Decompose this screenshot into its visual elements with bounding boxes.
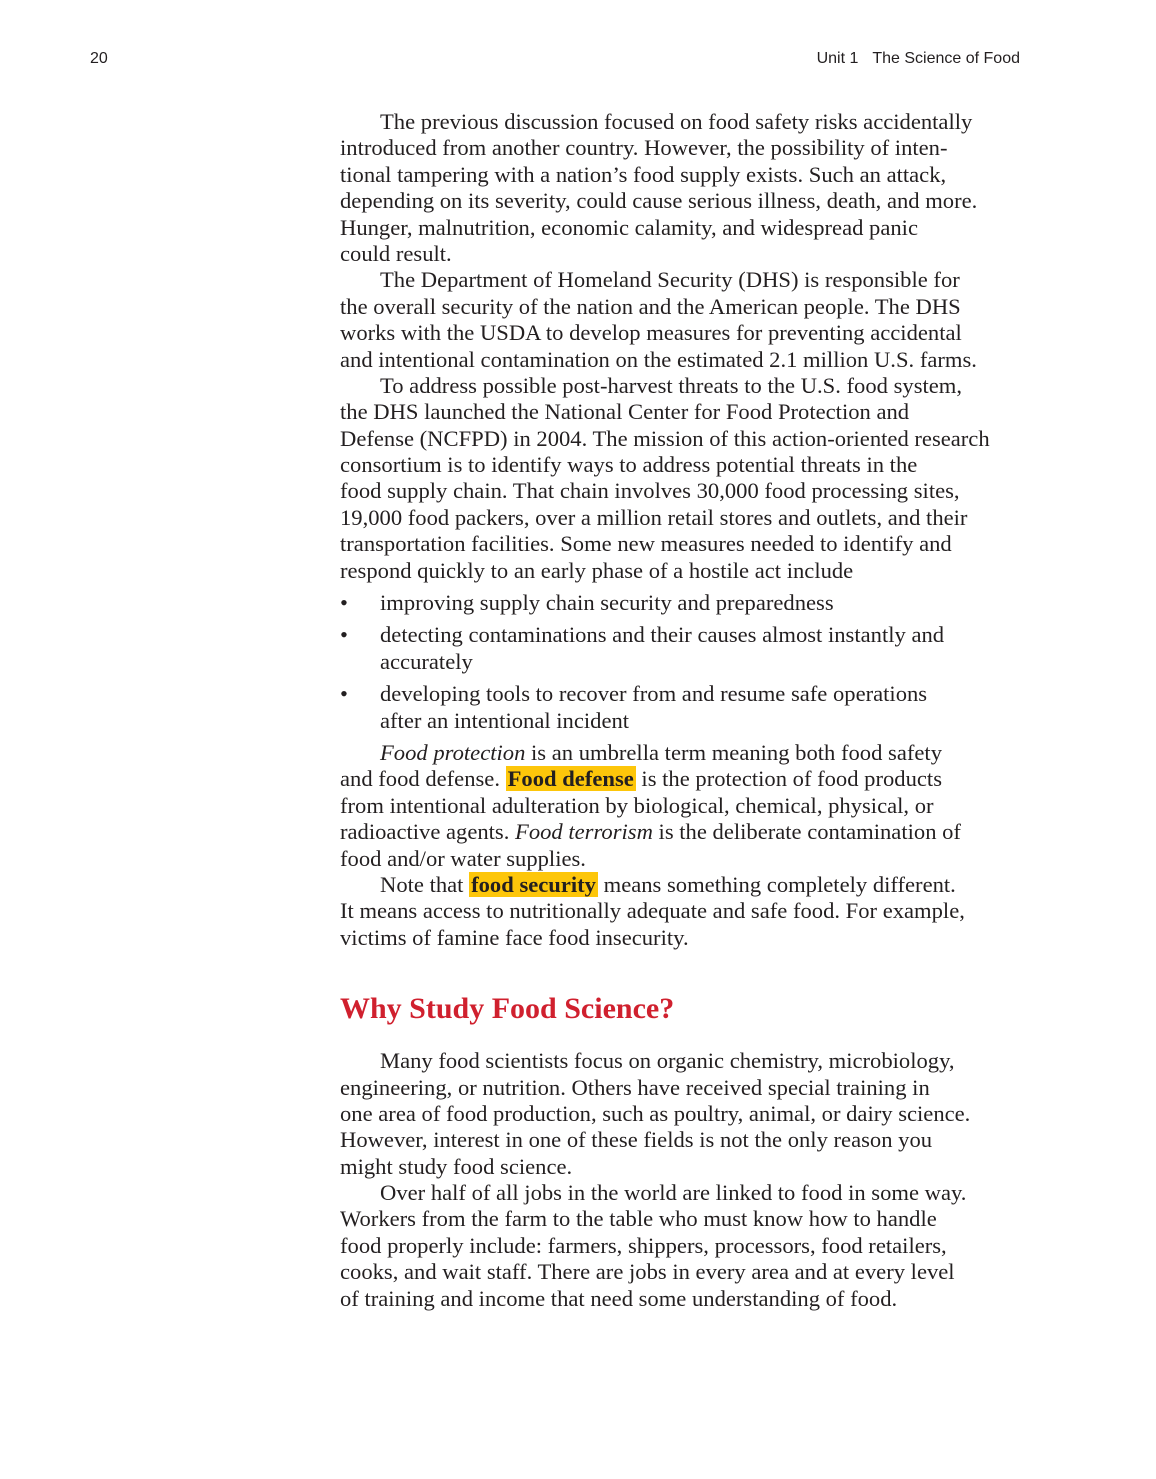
- text-line: [340, 109, 1040, 135]
- text-run: the DHS launched the National Center for Food Protection and: [340, 399, 910, 425]
- text-line: [340, 452, 1040, 478]
- text-run: respond quickly to an early phase of a hostile act include: [340, 557, 854, 583]
- text-run: the overall security of the nation and the American people. The DHS: [340, 293, 961, 319]
- bullet-list: [340, 590, 1040, 734]
- text-line: [340, 505, 1040, 531]
- text-line: [340, 373, 1040, 399]
- italic-term: Food terrorism: [515, 819, 653, 845]
- text-run: means something completely different.: [597, 871, 956, 897]
- text-line: [340, 872, 1040, 898]
- key-term-highlight: food security: [471, 871, 596, 897]
- text-line: [340, 531, 1040, 557]
- text-line: [340, 1127, 1040, 1153]
- text-run: Many food scientists focus on organic chemistry, microbiology,: [380, 1048, 955, 1074]
- text-run: food supply chain. That chain involves 30,000 food processing sites,: [340, 478, 960, 504]
- text-line: [340, 1206, 1040, 1232]
- text-run: transportation facilities. Some new measures needed to identify and: [340, 531, 952, 557]
- paragraphs-intro: [340, 109, 1040, 584]
- bullet-icon: [340, 622, 348, 648]
- paragraph: [340, 1180, 1040, 1312]
- text-run: The Department of Homeland Security (DHS) is responsible for: [380, 267, 960, 293]
- text-line: [340, 267, 1040, 293]
- paragraph: [340, 872, 1040, 951]
- text-run: cooks, and wait staff. There are jobs in every area and at every level: [340, 1259, 955, 1285]
- text-run: could result.: [340, 240, 452, 266]
- text-line: [340, 188, 1040, 214]
- text-line: [340, 819, 1040, 845]
- text-line: [340, 1233, 1040, 1259]
- text-run: from intentional adulteration by biological, chemical, physical, or: [340, 792, 934, 818]
- text-run: Note that: [380, 871, 470, 897]
- paragraph: [340, 1048, 1040, 1180]
- bullet-icon: [340, 590, 348, 616]
- text-run: might study food science.: [340, 1153, 573, 1179]
- bullet-icon: [340, 681, 348, 707]
- bullet-line: detecting contaminations and their causes almost instantly and: [380, 622, 945, 648]
- text-line: [340, 898, 1040, 924]
- text-line: [340, 1048, 1040, 1074]
- section-heading: Why Study Food Science?: [340, 992, 675, 1026]
- text-run: It means access to nutritionally adequate and safe food. For example,: [340, 898, 965, 924]
- bullet-item: [340, 622, 1040, 675]
- text-line: [340, 1180, 1040, 1206]
- unit-title: The Science of Food: [872, 50, 1020, 67]
- text-run: is the protection of food products: [635, 766, 942, 792]
- page-number: 20: [90, 50, 108, 67]
- text-line: [340, 241, 1040, 267]
- text-run: Workers from the farm to the table who must know how to handle: [340, 1206, 937, 1232]
- text-line: [340, 478, 1040, 504]
- text-run: The previous discussion focused on food safety risks accidentally: [380, 109, 973, 134]
- text-run: Defense (NCFPD) in 2004. The mission of this action-oriented research: [340, 425, 990, 451]
- text-run: radioactive agents.: [340, 819, 516, 845]
- bullet-line: developing tools to recover from and resume safe operations: [380, 681, 928, 707]
- paragraphs-why-study: [340, 1048, 1040, 1312]
- text-run: depending on its severity, could cause serious illness, death, and more.: [340, 188, 978, 214]
- bullet-line: improving supply chain security and preparedness: [380, 590, 834, 616]
- text-line: [340, 320, 1040, 346]
- text-line: [340, 846, 1040, 872]
- text-run: is an umbrella term meaning both food safety: [525, 739, 942, 765]
- text-run: Over half of all jobs in the world are linked to food in some way.: [380, 1180, 967, 1206]
- paragraphs-definitions: [340, 740, 1040, 951]
- text-line: [340, 294, 1040, 320]
- text-run: of training and income that need some understanding of food.: [340, 1285, 898, 1311]
- bullet-item: [340, 681, 1040, 734]
- text-line: [340, 135, 1040, 161]
- paragraph: [340, 740, 1040, 872]
- text-line: [340, 1101, 1040, 1127]
- paragraph: [340, 373, 1040, 584]
- text-run: To address possible post-harvest threats to the U.S. food system,: [380, 372, 963, 398]
- text-line: [340, 1259, 1040, 1285]
- text-run: is the deliberate contamination of: [652, 819, 961, 845]
- text-run: victims of famine face food insecurity.: [340, 924, 689, 950]
- text-run: engineering, or nutrition. Others have received special training in: [340, 1074, 930, 1100]
- running-header: [817, 50, 1020, 68]
- text-run: food and/or water supplies.: [340, 845, 586, 871]
- text-run: and food defense.: [340, 766, 506, 792]
- text-run: tional tampering with a nation’s food supply exists. Such an attack,: [340, 161, 947, 187]
- bullet-item: [340, 590, 1040, 616]
- italic-term: Food protection: [380, 739, 526, 765]
- text-line: [340, 793, 1040, 819]
- text-line: [340, 162, 1040, 188]
- text-run: 19,000 food packers, over a million retail stores and outlets, and their: [340, 504, 968, 530]
- bullet-line: accurately: [380, 648, 473, 674]
- bullet-line: after an intentional incident: [380, 707, 630, 733]
- text-line: [340, 426, 1040, 452]
- text-line: [340, 740, 1040, 766]
- text-run: food properly include: farmers, shippers, processors, food retailers,: [340, 1232, 947, 1258]
- text-line: [340, 399, 1040, 425]
- unit-label: Unit 1: [816, 50, 859, 67]
- text-run: one area of food production, such as poultry, animal, or dairy science.: [340, 1100, 971, 1126]
- paragraph: [340, 267, 1040, 373]
- text-line: [340, 1075, 1040, 1101]
- text-line: [340, 347, 1040, 373]
- text-line: [340, 558, 1040, 584]
- text-line: [340, 1286, 1040, 1312]
- text-run: and intentional contamination on the estimated 2.1 million U.S. farms.: [340, 346, 977, 372]
- text-line: [340, 1154, 1040, 1180]
- text-line: [340, 215, 1040, 241]
- text-line: [340, 766, 1040, 792]
- text-run: However, interest in one of these fields is not the only reason you: [340, 1127, 933, 1153]
- key-term-highlight: Food defense: [507, 766, 634, 792]
- paragraph: [340, 109, 1040, 267]
- body-column: [340, 109, 1040, 1312]
- text-line: [340, 925, 1040, 951]
- text-run: consortium is to identify ways to address potential threats in the: [340, 452, 918, 478]
- text-run: works with the USDA to develop measures for preventing accidental: [340, 320, 962, 346]
- text-run: Hunger, malnutrition, economic calamity, and widespread panic: [340, 214, 918, 240]
- text-run: introduced from another country. However, the possibility of inten-: [340, 135, 948, 161]
